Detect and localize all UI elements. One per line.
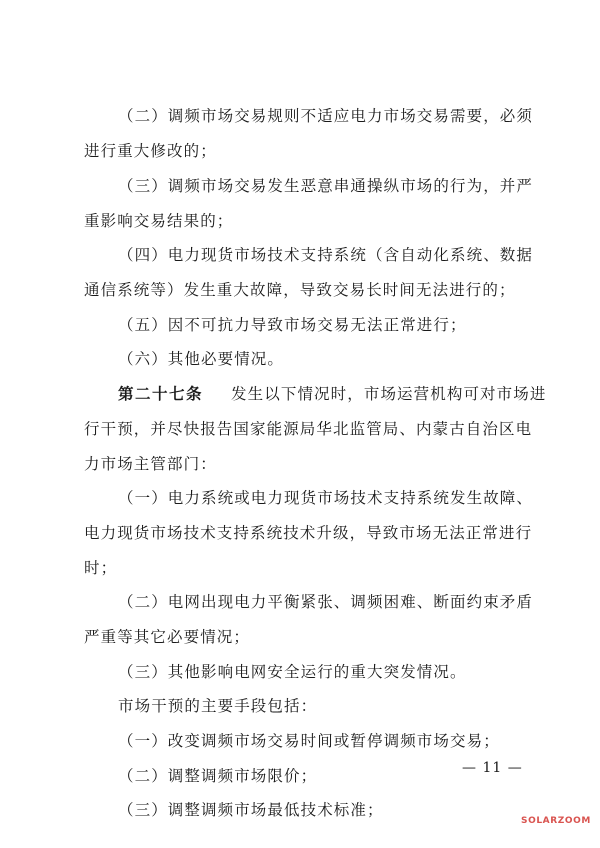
article-text: 发生以下情况时，市场运营机构可对市场进	[231, 385, 547, 403]
paragraph-line: 重影响交易结果的；	[84, 212, 234, 230]
paragraph-line: 行干预，并尽快报告国家能源局华北监管局、内蒙古自治区电	[84, 420, 533, 438]
paragraph-line: （四）电力现货市场技术支持系统（含自动化系统、数据	[118, 246, 534, 264]
paragraph-line: 电力现货市场技术支持系统技术升级，导致市场无法正常进行	[84, 524, 533, 542]
paragraph-line: （二）调频市场交易规则不适应电力市场交易需要，必须	[118, 107, 534, 125]
paragraph-line: 时；	[84, 559, 118, 577]
paragraph-line: 进行重大修改的；	[84, 142, 217, 160]
page-number: — 11 —	[462, 760, 523, 776]
paragraph-line: （三）调整调频市场最低技术标准；	[118, 801, 384, 819]
paragraph-line: 力市场主管部门：	[84, 455, 217, 473]
paragraph-line: 通信系统等）发生重大故障，导致交易长时间无法进行的；	[84, 281, 516, 299]
paragraph-line: （五）因不可抗力导致市场交易无法正常进行；	[118, 316, 467, 334]
paragraph-line: （二）调整调频市场限价；	[118, 767, 318, 785]
paragraph-line: 严重等其它必要情况；	[84, 628, 251, 646]
paragraph-line: （一）改变调频市场交易时间或暂停调频市场交易；	[118, 732, 500, 750]
watermark-logo: SOLARZOOM	[521, 816, 591, 826]
paragraph-line: （一）电力系统或电力现货市场技术支持系统发生故障、	[118, 489, 534, 507]
paragraph-line: （三）其他影响电网安全运行的重大突发情况。	[118, 663, 467, 681]
paragraph-line: 市场干预的主要手段包括：	[118, 697, 318, 715]
paragraph-line: （二）电网出现电力平衡紧张、调频困难、断面约束矛盾	[118, 593, 534, 611]
paragraph-line: （六）其他必要情况。	[118, 350, 285, 368]
paragraph-line: （三）调频市场交易发生恶意串通操纵市场的行为，并严	[118, 177, 534, 195]
article-number: 第二十七条	[118, 385, 204, 403]
article-heading	[118, 384, 546, 404]
